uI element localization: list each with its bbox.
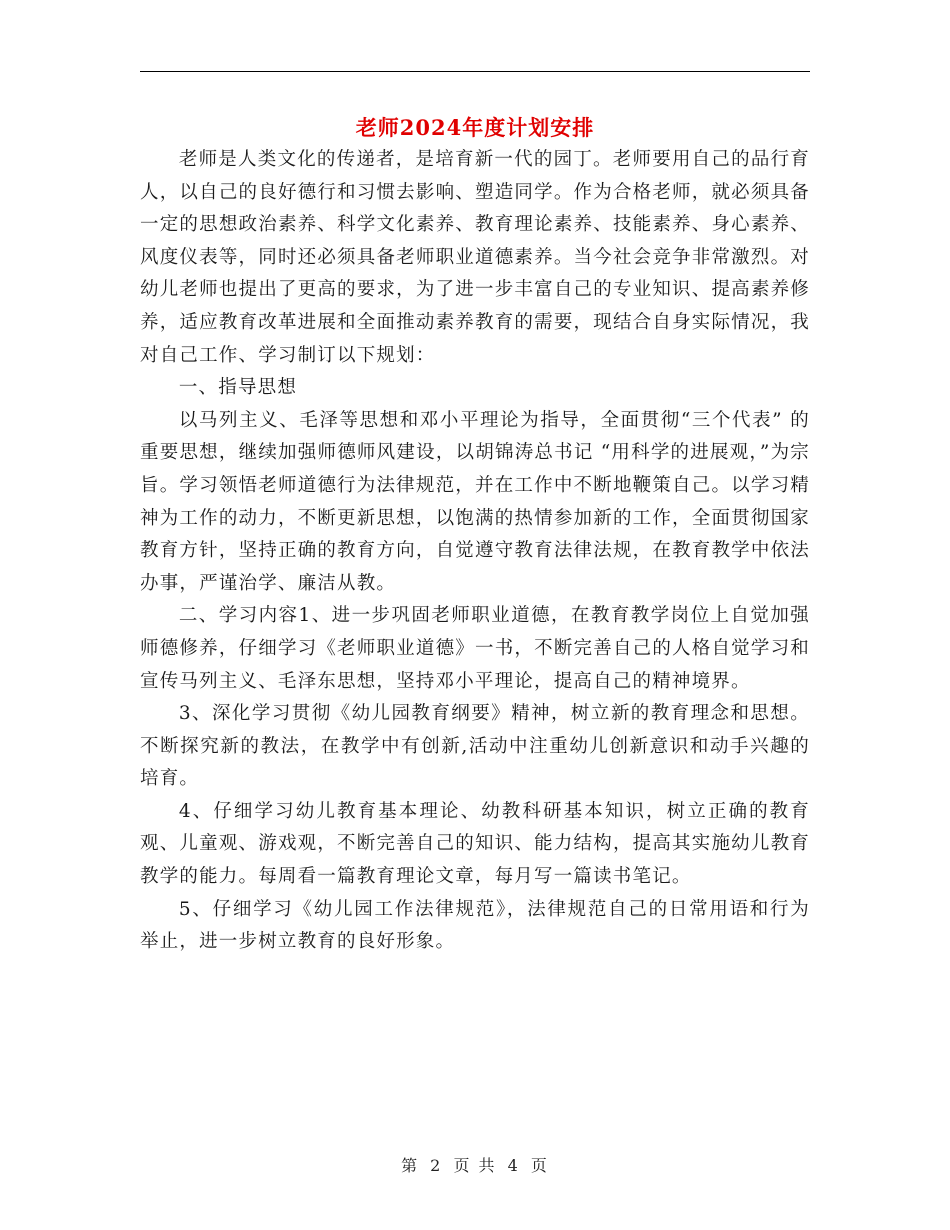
- document-title: 老师2024年度计划安排: [355, 115, 595, 140]
- paragraph-study-content-4: 4、仔细学习幼儿教育基本理论、幼教科研基本知识，树立正确的教育观、儿童观、游戏观，不断完善自己的知识、能力结构，提高其实施幼儿教育教学的能力。每周看一篇教育理论文章，每月写一篇读书笔记。: [140, 800, 810, 888]
- paragraph-study-content-5: 5、仔细学习《幼儿园工作法律规范》，法律规范自己的日常用语和行为举止，进一步树立教育的良好形象。: [140, 898, 810, 953]
- document-body: [140, 144, 810, 959]
- page-footer: [0, 1153, 950, 1176]
- footer-suffix: 页: [530, 1156, 549, 1175]
- footer-middle: 页 共: [453, 1156, 497, 1175]
- paragraph-study-content-1: 二、学习内容1、进一步巩固老师职业道德，在教育教学岗位上自觉加强师德修养，仔细学习《老师职业道德》一书，不断完善自己的人格自觉学习和宣传马列主义、毛泽东思想，坚持邓小平理论，提高自己的精神境界。: [140, 605, 810, 692]
- page-number: 2: [430, 1156, 443, 1175]
- footer-prefix: 第: [401, 1156, 420, 1175]
- header-rule: [140, 71, 810, 72]
- paragraph-study-content-3: 3、深化学习贯彻《幼儿园教育纲要》精神，树立新的教育理念和思想。不断探究新的教法，在教学中有创新,活动中注重幼儿创新意识和动手兴趣的培育。: [140, 703, 810, 790]
- paragraph-intro: 老师是人类文化的传递者，是培育新一代的园丁。老师要用自己的品行育人，以自己的良好德行和习惯去影响、塑造同学。作为合格老师，就必须具备一定的思想政治素养、科学文化素养、教育理论素养、技能素养、身心素养、风度仪表等，同时还必须具备老师职业道德素养。当今社会竞争非常激烈。对幼儿老师也提出了更高的要求，为了进一步丰富自己的专业知识、提高素养修养，适应教育改革进展和全面推动素养教育的需要，现结合自身实际情况，我对自己工作、学习制订以下规划：: [140, 149, 810, 366]
- paragraph-guiding-thought: 以马列主义、毛泽等思想和邓小平理论为指导，全面贯彻“三个代表” 的重要思想，继续加强师德师风建设，以胡锦涛总书记 “用科学的进展观，”为宗旨。学习领悟老师道德行为法律规范，并在工作中不断地鞭策自己。以学习精神为工作的动力，不断更新思想，以饱满的热情参加新的工作，全面贯彻国家教育方针，坚持正确的教育方向，自觉遵守教育法律法规，在教育教学中依法办事，严谨治学、廉洁从教。: [140, 409, 810, 594]
- section-heading-guiding-thought: 一、指导思想: [178, 377, 298, 399]
- page-total: 4: [507, 1156, 520, 1175]
